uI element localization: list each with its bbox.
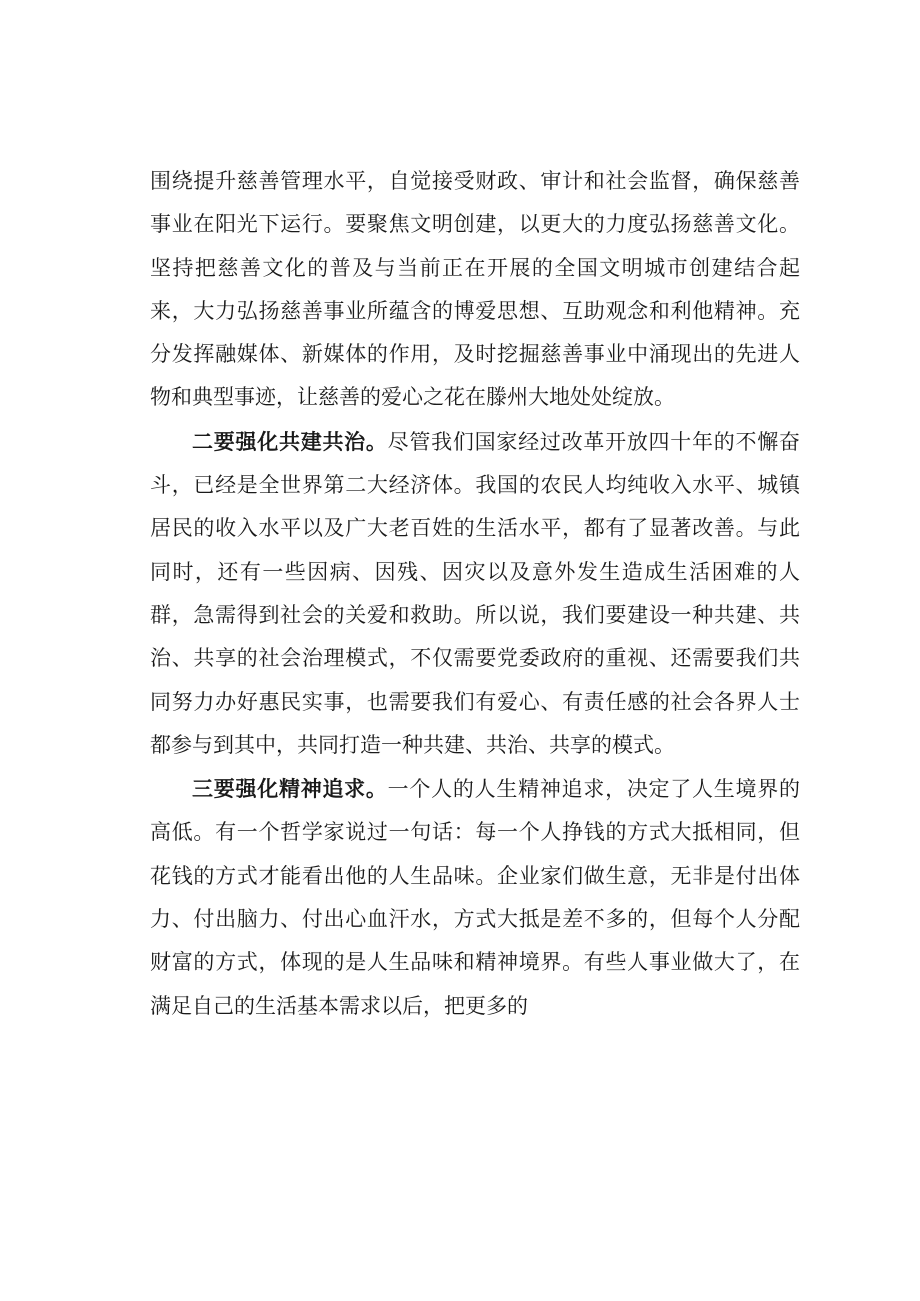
paragraph-spiritual-pursuit — [150, 767, 800, 1028]
paragraph-text: 尽管我们国家经过改革开放四十年的不懈奋斗，已经是全世界第二大经济体。我国的农民人均纯收入水平、城镇居民的收入水平以及广大老百姓的生活水平，都有了显著改善。与此同时，还有一些因病、因残、因灾以及意外发生造成生活困难的人群，急需得到社会的关爱和救助。所以说，我们要建设一种共建、共治、共享的社会治理模式，不仅需要党委政府的重视、还需要我们共同努力办好惠民实事，也需要我们有爱心、有责任感的社会各界人士都参与到其中，共同打造一种共建、共治、共享的模式。 — [150, 429, 801, 757]
paragraph-continuation — [150, 160, 800, 420]
paragraph-heading: 二要强化共建共治。 — [192, 428, 388, 454]
paragraph-heading: 三要强化精神追求。 — [192, 776, 388, 802]
document-body — [150, 160, 800, 1028]
paragraph-co-construction — [150, 420, 800, 767]
paragraph-text: 一个人的人生精神追求，决定了人生境界的高低。有一个哲学家说过一句话：每一个人挣钱的方式大抵相同，但花钱的方式才能看出他的人生品味。企业家们做生意，无非是付出体力、付出脑力、付出心血汗水，方式大抵是差不多的，但每个人分配财富的方式，体现的是人生品味和精神境界。有些人事业做大了，在满足自己的生活基本需求以后，把更多的 — [150, 777, 801, 1018]
paragraph-text: 围绕提升慈善管理水平，自觉接受财政、审计和社会监督，确保慈善事业在阳光下运行。要聚焦文明创建，以更大的力度弘扬慈善文化。坚持把慈善文化的普及与当前正在开展的全国文明城市创建结合起来，大力弘扬慈善事业所蕴含的博爱思想、互助观念和利他精神。充分发挥融媒体、新媒体的作用，及时挖掘慈善事业中涌现出的先进人物和典型事迹，让慈善的爱心之花在滕州大地处处绽放。 — [150, 169, 800, 410]
